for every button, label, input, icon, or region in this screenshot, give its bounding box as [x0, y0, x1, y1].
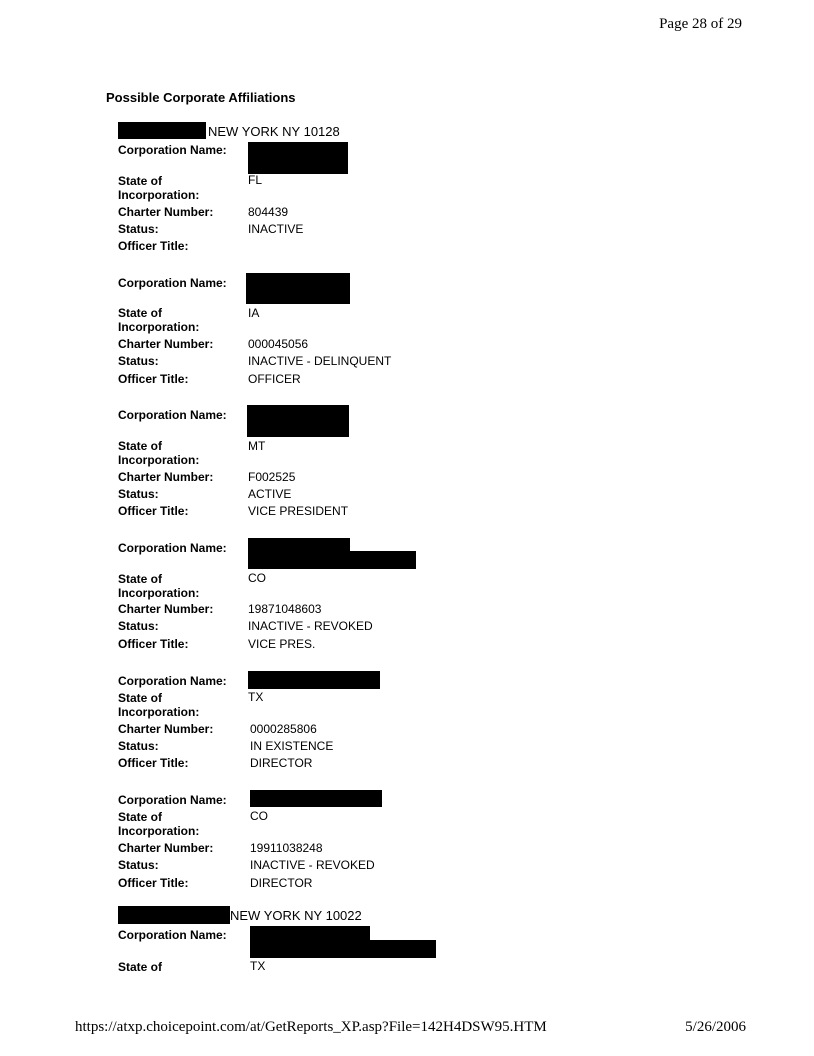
page-number: Page 28 of 29: [659, 16, 742, 32]
charter-number-label: Charter Number:: [118, 470, 214, 484]
corporation-name-label: Corporation Name:: [118, 793, 227, 807]
charter-number-value: 19871048603: [248, 602, 322, 616]
charter-number-label: Charter Number:: [118, 205, 214, 219]
status-label: Status:: [118, 858, 159, 872]
officer-title-value: DIRECTOR: [250, 756, 313, 770]
state-value: TX: [248, 690, 264, 704]
officer-title-label: Officer Title:: [118, 637, 189, 651]
corporation-name-label: Corporation Name:: [118, 928, 227, 942]
officer-title-label: Officer Title:: [118, 756, 189, 770]
address-text: NEW YORK NY 10022: [230, 908, 362, 923]
status-value: INACTIVE - REVOKED: [250, 858, 375, 872]
state-label: State of Incorporation:: [118, 174, 200, 202]
state-label: State of Incorporation:: [118, 306, 200, 334]
state-value: CO: [250, 809, 268, 823]
charter-number-label: Charter Number:: [118, 602, 214, 616]
status-label: Status:: [118, 222, 159, 236]
address-header-1: [0, 122, 814, 141]
corporation-name-label: Corporation Name:: [118, 674, 227, 688]
state-label: State of: [118, 960, 163, 974]
redacted-corporation-name: [246, 273, 350, 304]
section-title: Possible Corporate Affiliations: [106, 90, 296, 105]
status-label: Status:: [118, 354, 159, 368]
redacted-corporation-name: [250, 940, 436, 958]
charter-number-value: 000045056: [248, 337, 309, 351]
officer-title-value: VICE PRES.: [248, 637, 316, 651]
state-label: State of Incorporation:: [118, 810, 200, 838]
address-text: NEW YORK NY 10128: [208, 124, 340, 139]
redacted-corporation-name: [250, 790, 382, 807]
charter-number-label: Charter Number:: [118, 722, 214, 736]
source-url: https://atxp.choicepoint.com/at/GetReports_XP.asp?File=142H4DSW95.HTM: [75, 1019, 547, 1035]
status-label: Status:: [118, 619, 159, 633]
status-value: INACTIVE - REVOKED: [248, 619, 373, 633]
charter-number-value: 804439: [248, 205, 289, 219]
print-date: 5/26/2006: [685, 1019, 746, 1035]
officer-title-label: Officer Title:: [118, 876, 189, 890]
redaction-bar: [118, 122, 206, 139]
status-value: ACTIVE: [248, 487, 292, 501]
officer-title-value: VICE PRESIDENT: [248, 504, 349, 518]
charter-number-label: Charter Number:: [118, 841, 214, 855]
corporation-name-label: Corporation Name:: [118, 143, 227, 157]
status-label: Status:: [118, 739, 159, 753]
status-value: IN EXISTENCE: [250, 739, 334, 753]
charter-number-value: 19911038248: [250, 841, 323, 855]
officer-title-value: DIRECTOR: [250, 876, 313, 890]
address-header-2: [0, 906, 814, 925]
state-label: State of Incorporation:: [118, 439, 200, 467]
charter-number-value: F002525: [248, 470, 296, 484]
status-label: Status:: [118, 487, 159, 501]
redaction-bar: [118, 906, 230, 924]
state-value: CO: [248, 571, 266, 585]
state-label: State of Incorporation:: [118, 572, 200, 600]
state-label: State of Incorporation:: [118, 691, 200, 719]
state-value: MT: [248, 439, 266, 453]
state-value: FL: [248, 173, 263, 187]
charter-number-value: 0000285806: [250, 722, 317, 736]
corporation-name-label: Corporation Name:: [118, 408, 227, 422]
officer-title-label: Officer Title:: [118, 504, 189, 518]
redacted-corporation-name: [248, 142, 348, 174]
officer-title-value: OFFICER: [248, 372, 301, 386]
state-value: TX: [250, 959, 266, 973]
status-value: INACTIVE - DELINQUENT: [248, 354, 392, 368]
officer-title-label: Officer Title:: [118, 239, 189, 253]
state-value: IA: [248, 306, 260, 320]
redacted-corporation-name: [247, 405, 349, 437]
redacted-corporation-name: [248, 551, 416, 569]
corporation-name-label: Corporation Name:: [118, 541, 227, 555]
corporation-name-label: Corporation Name:: [118, 276, 227, 290]
officer-title-label: Officer Title:: [118, 372, 189, 386]
redacted-corporation-name: [248, 671, 380, 689]
status-value: INACTIVE: [248, 222, 304, 236]
charter-number-label: Charter Number:: [118, 337, 214, 351]
